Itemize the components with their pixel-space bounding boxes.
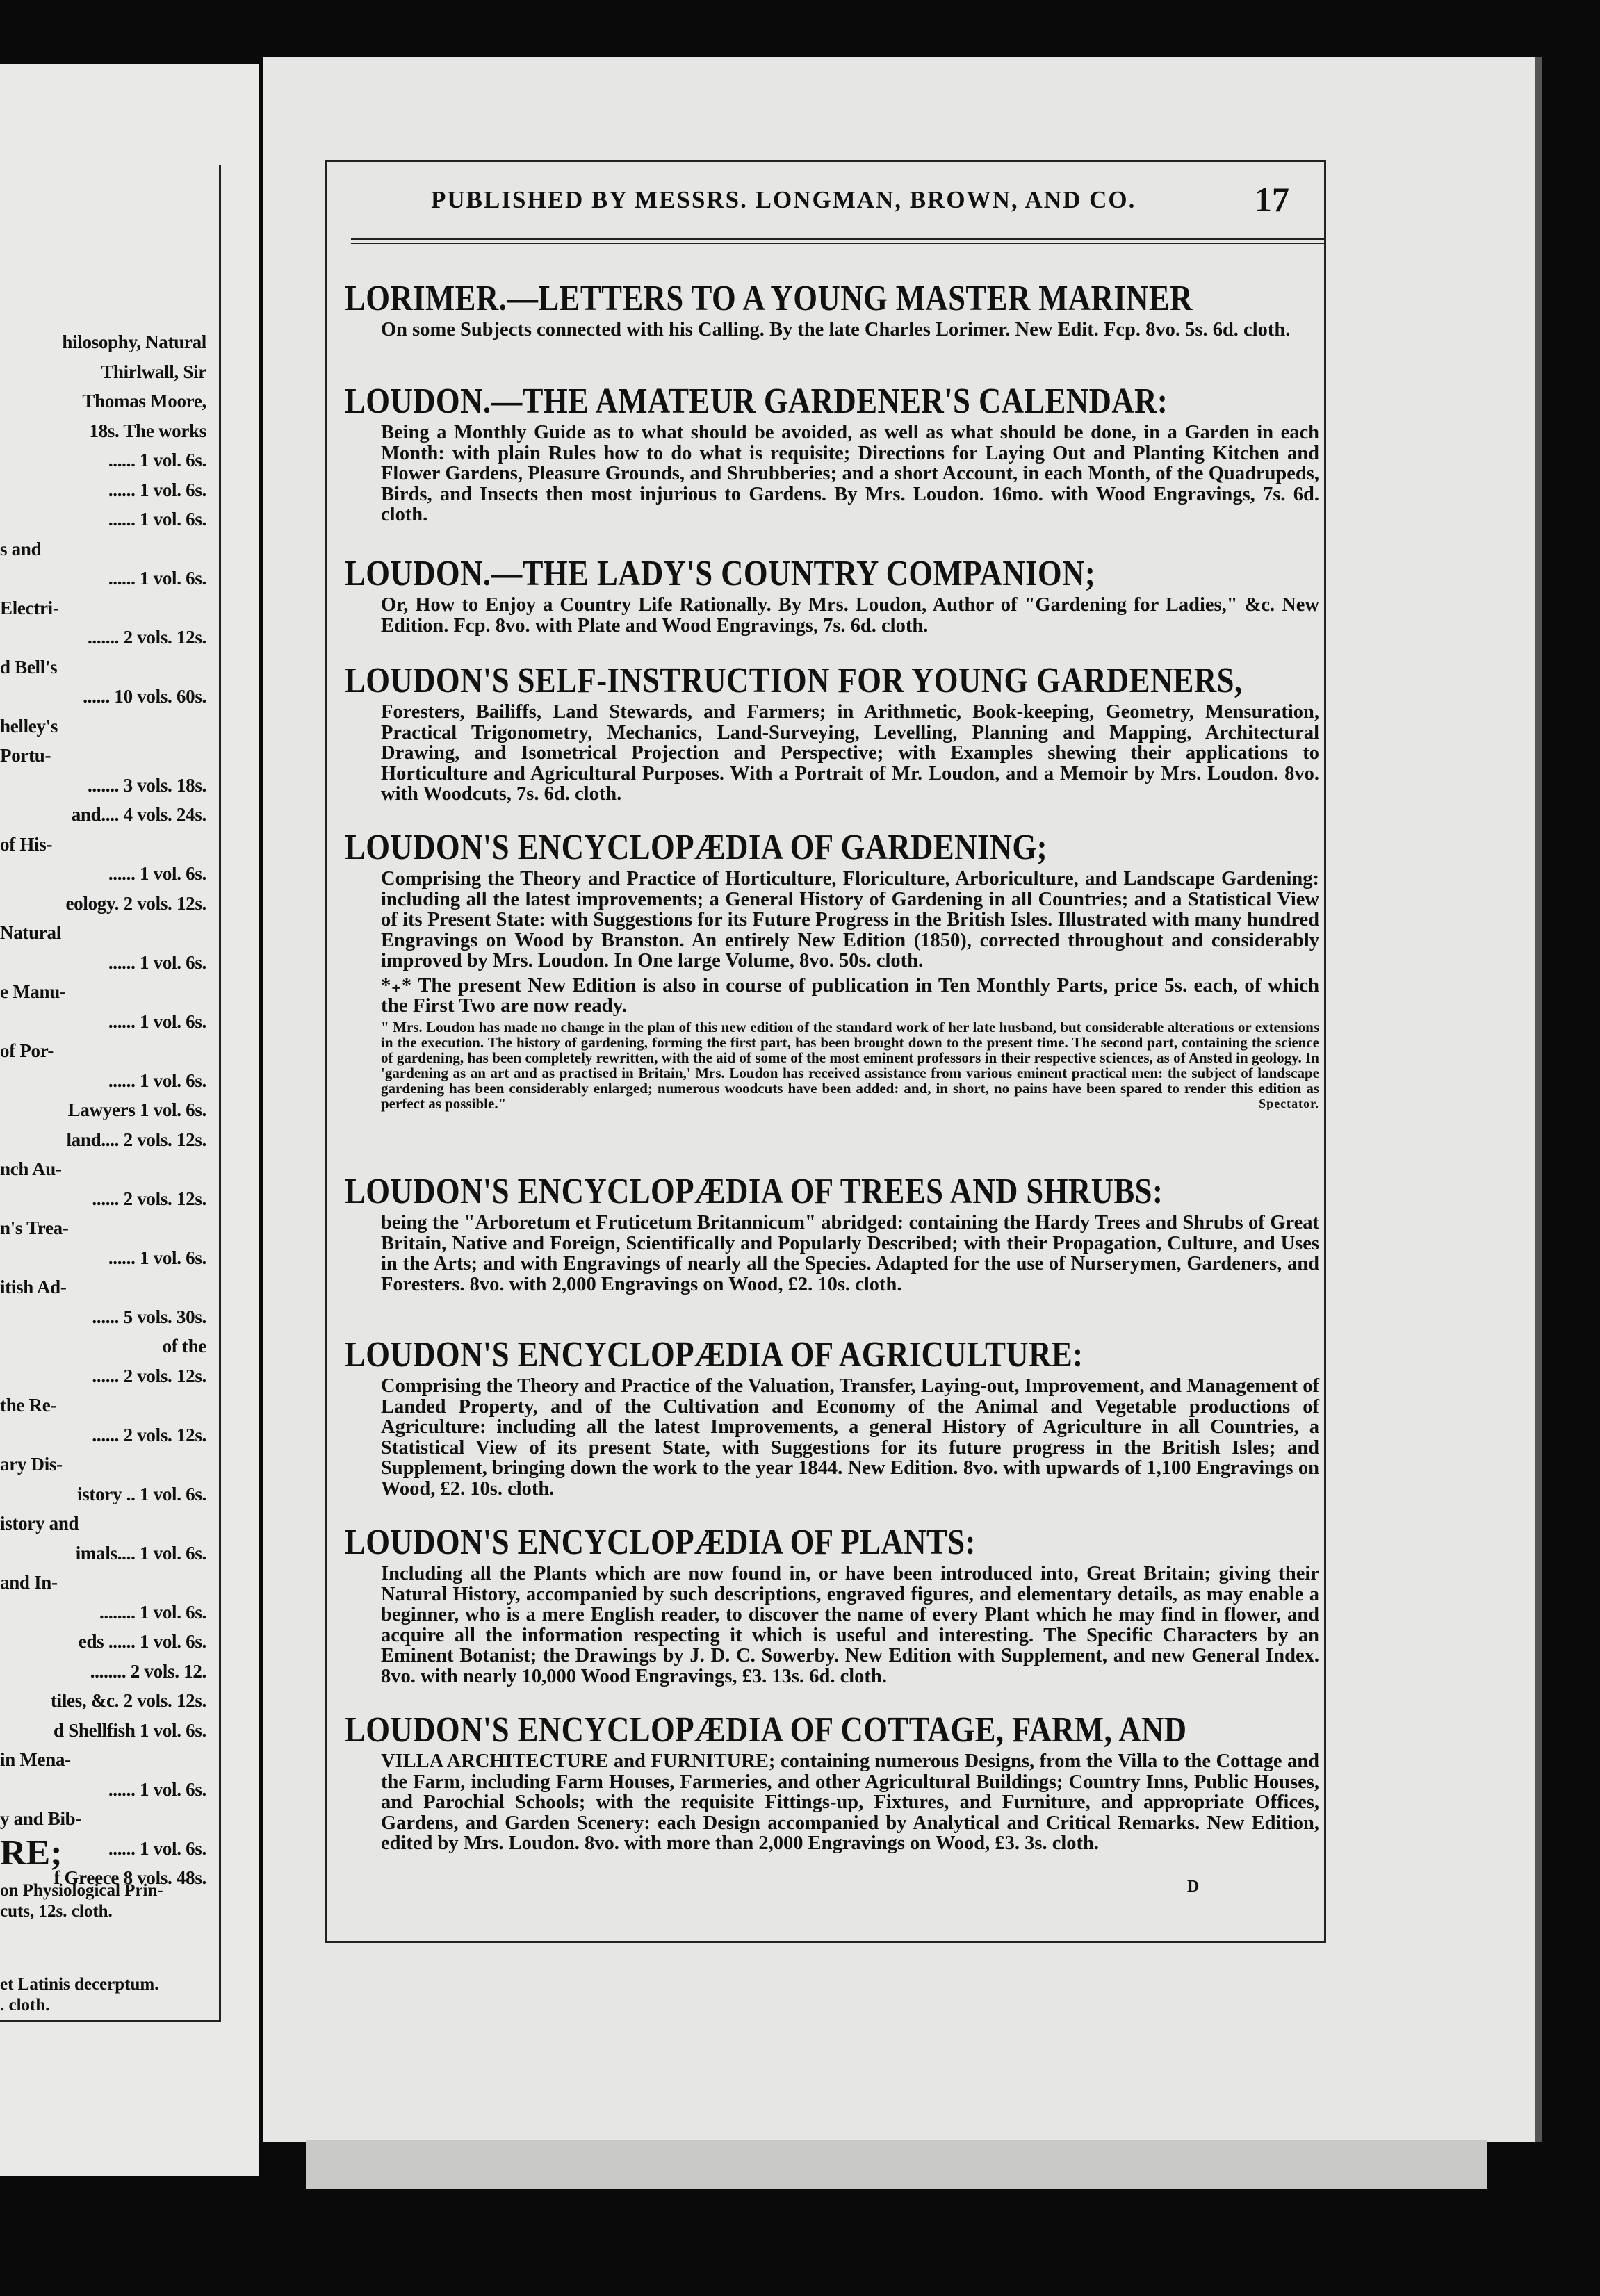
left-page-line: ...... 1 vol. 6s. <box>108 568 206 589</box>
entry-description: Or, How to Enjoy a Country Life Rationally. By Mrs. Loudon, Author of "Gardening for Ladies," &c. New Edition. Fcp. 8vo. with Plate and Wood Engravings, 7s. 6d. cloth. <box>381 594 1319 637</box>
left-page-line: eology. 2 vols. 12s. <box>65 892 206 914</box>
left-page-line: on Physiological Prin- <box>0 1881 163 1900</box>
left-page-frame <box>0 165 221 2022</box>
left-page-line: et Latinis decerptum. <box>0 1975 159 1994</box>
catalogue-entry <box>345 1171 1318 1295</box>
left-page-line: itish Ad- <box>0 1277 67 1297</box>
left-page-line: istory and <box>0 1513 79 1534</box>
left-page-line: ...... 10 vols. 60s. <box>83 686 206 707</box>
left-page-line: Lawyers 1 vol. 6s. <box>67 1099 206 1120</box>
left-page-line: 18s. The works <box>89 420 206 441</box>
entry-title: LOUDON'S ENCYCLOPÆDIA OF PLANTS: <box>345 1523 976 1562</box>
entry-title: LOUDON.—THE LADY'S COUNTRY COMPANION; <box>345 554 1096 593</box>
left-page-line: ....... 3 vols. 18s. <box>87 774 206 796</box>
left-page-line: n's Trea- <box>0 1217 69 1238</box>
entry-description: Including all the Plants which are now found in, or have been introduced into, Great Britain; giving their Natural History, accompanied by such descriptions, engraved figures, and elementary details, as may enable a beginner, who is a mere English reader, to discover the name of every Plant which he may find in flower, and acquire all the information respecting it which is useful and interesting. The Specific Characters by an Eminent Botanist; the Drawings by J. D. C. Sowerby. New Edition with Supplement, and new General Index. 8vo. with nearly 10,000 Wood Engravings, £3. 13s. 6d. cloth. <box>381 1563 1319 1687</box>
left-page-line: ....... 2 vols. 12s. <box>87 627 206 648</box>
header-double-rule <box>351 238 1324 244</box>
entry-title: LOUDON'S ENCYCLOPÆDIA OF TREES AND SHRUBS: <box>345 1172 1164 1211</box>
catalogue-entry <box>345 827 1318 1111</box>
left-page-line: y and Bib- <box>0 1808 82 1829</box>
catalogue-entry <box>345 553 1318 636</box>
entry-description: Foresters, Bailiffs, Land Stewards, and Farmers; in Arithmetic, Book-keeping, Geometry, Mensuration, Practical Trigonometry, Mechanics, Land-Surveying, Levelling, Planning and Mapping, Architectural Drawing, and Isometrical Projection and Perspective; with Examples shewing their applications to Horticulture and Agricultural Purposes. With a Portrait of Mr. Loudon, and a Memoir by Mrs. Loudon. 8vo. with Woodcuts, 7s. 6d. cloth. <box>381 701 1319 805</box>
left-page-line: of the <box>162 1336 206 1356</box>
left-page-line: . cloth. <box>0 1996 50 2015</box>
catalogue-entry <box>345 660 1318 805</box>
left-page-line: tiles, &c. 2 vols. 12s. <box>50 1690 206 1711</box>
left-page-line: d Shellfish 1 vol. 6s. <box>54 1719 206 1741</box>
left-facing-page <box>0 64 259 2176</box>
entry-description: Comprising the Theory and Practice of the Valuation, Transfer, Laying-out, Improvement, and Management of Landed Property, and of the Cultivation and Economy of the Animal and Vegetable productions of Agriculture: including all the latest Improvements, a general History of Agriculture in all Countries, a Statistical View of its present State, with Suggestions for its future progress in the British Isles; and Supplement, bringing down the work to the year 1844. New Edition. 8vo. with upwards of 1,100 Engravings on Wood, £2. 10s. cloth. <box>381 1375 1319 1500</box>
left-page-line: s and <box>0 538 42 559</box>
left-page-line: ...... 1 vol. 6s. <box>108 1778 206 1800</box>
left-page-line: ...... 1 vol. 6s. <box>108 450 206 470</box>
left-page-line: Thomas Moore, <box>82 391 206 411</box>
left-page-line: ...... 2 vols. 12s. <box>92 1365 206 1386</box>
left-page-line: of Por- <box>0 1040 54 1061</box>
left-page-line: e Manu- <box>0 981 66 1002</box>
entry-title: LOUDON'S ENCYCLOPÆDIA OF AGRICULTURE: <box>345 1335 1084 1375</box>
entry-title: LOUDON'S ENCYCLOPÆDIA OF GARDENING; <box>345 828 1047 867</box>
left-page-line: the Re- <box>0 1395 57 1416</box>
left-page-line: f Greece 8 vols. 48s. <box>54 1867 206 1888</box>
left-page-line: ...... 1 vol. 6s. <box>108 1837 206 1859</box>
publication-notice: *₊* The present New Edition is also in course of publication in Ten Monthly Parts, price 5s. each, of which the First Two are now ready. <box>381 974 1319 1017</box>
left-page-rule <box>0 304 213 306</box>
left-page-line: d Bell's <box>0 656 58 678</box>
left-page-line: ...... 1 vol. 6s. <box>108 1247 206 1268</box>
left-page-line: ...... 2 vols. 12s. <box>92 1188 206 1209</box>
review-quote <box>381 1019 1319 1111</box>
entry-title: LOUDON'S ENCYCLOPÆDIA OF COTTAGE, FARM, AND <box>345 1710 1187 1750</box>
left-page-line: Portu- <box>0 745 51 766</box>
review-quote-text: " Mrs. Loudon has made no change in the plan of this new edition of the standard work of her late husband, but considerable alterations or extensions in the execution. The history of gardening, forming the first part, has been brought down to the present time. The second part, containing the science of gardening, has been completely rewritten, with the aid of some of the most eminent professors in their respective sciences, as of Ansted in geology. In 'gardening as an art and as practised in Britain,' Mrs. Loudon has received assistance from various eminent practical men: the subject of landscape gardening has been considerably enlarged; numerous woodcuts have been added: and, in short, no pains have been spared to render this edition as perfect as possible." <box>381 1018 1319 1112</box>
left-page-line: ...... 1 vol. 6s. <box>108 479 206 500</box>
catalogue-entry <box>345 1334 1318 1499</box>
left-page-line: nch Au- <box>0 1158 62 1179</box>
left-page-line: ...... 1 vol. 6s. <box>108 863 206 884</box>
left-page-line: ...... 1 vol. 6s. <box>108 509 206 530</box>
left-page-line: in Mena- <box>0 1749 71 1770</box>
publisher-line: PUBLISHED BY MESSRS. LONGMAN, BROWN, AND CO. <box>431 186 1136 213</box>
left-page-line: Thirlwall, Sir <box>101 361 206 382</box>
entry-title: LORIMER.—LETTERS TO A YOUNG MASTER MARINER <box>345 279 1193 318</box>
left-page-line: ...... 1 vol. 6s. <box>108 951 206 973</box>
entry-title: LOUDON.—THE AMATEUR GARDENER'S CALENDAR: <box>345 382 1168 421</box>
page-edge <box>306 2140 1487 2189</box>
left-page-line: Natural <box>0 922 61 943</box>
left-page-line: imals.... 1 vol. 6s. <box>75 1542 206 1564</box>
catalogue-entry <box>345 278 1318 341</box>
left-page-line: and In- <box>0 1572 58 1593</box>
left-page-line: ...... 2 vols. 12s. <box>92 1424 206 1445</box>
left-page-line: land.... 2 vols. 12s. <box>66 1129 206 1150</box>
entry-description: VILLA ARCHITECTURE and FURNITURE; containing numerous Designs, from the Villa to the Cottage and the Farm, including Farm Houses, Farmeries, and other Agricultural Buildings; Country Inns, Public Houses, and Parochial Schools; with the requisite Fittings-up, Fixtures, and Furniture, and appropriate Offices, Gardens, and Garden Scenery: each Design accompanied by Analytical and Critical Remarks. New Edition, edited by Mrs. Loudon. 8vo. with more than 2,000 Engravings on Wood, £3. 3s. cloth. <box>381 1750 1319 1854</box>
catalogue-entry <box>345 381 1318 525</box>
left-page-line: and.... 4 vols. 24s. <box>71 804 206 825</box>
left-page-line: istory .. 1 vol. 6s. <box>77 1483 206 1504</box>
left-page-line: helley's <box>0 715 58 737</box>
entry-description: being the "Arboretum et Fruticetum Britannicum" abridged: containing the Hardy Trees and Shrubs of Great Britain, Native and Foreign, Scientifically and Popularly Described; with their Propagation, Culture, and Uses in the Arts; and with Engravings of nearly all the Species. Adapted for the use of Nurserymen, Gardeners, and Foresters. 8vo. with 2,000 Engravings on Wood, £2. 10s. cloth. <box>381 1212 1319 1295</box>
left-page-line: ...... 1 vol. 6s. <box>108 1069 206 1091</box>
left-page-line: of His- <box>0 833 53 855</box>
page-number: 17 <box>1255 180 1289 219</box>
entry-title: LOUDON'S SELF-INSTRUCTION FOR YOUNG GARDENERS, <box>345 661 1243 700</box>
left-page-line: ........ 1 vol. 6s. <box>99 1601 206 1623</box>
left-page-line: cuts, 12s. cloth. <box>0 1902 113 1921</box>
catalogue-entry <box>345 1522 1318 1687</box>
entry-description: On some Subjects connected with his Calling. By the late Charles Lorimer. New Edit. Fcp. 8vo. 5s. 6d. cloth. <box>381 319 1291 341</box>
catalogue-entry <box>345 1709 1318 1854</box>
review-source: Spectator. <box>1259 1096 1319 1110</box>
running-header <box>320 182 1331 231</box>
entry-description: Being a Monthly Guide as to what should be avoided, as well as what should be done, in a Garden in each Month: with plain Rules how to do what is requisite; Directions for Laying Out and Planting Kitchen and Flower Gardens, Pleasure Grounds, and Shrubberies; and a short Account, in each Month, of the Quadrupeds, Birds, and Insects then most injurious to Gardens. By Mrs. Loudon. 16mo. with Wood Engravings, 7s. 6d. cloth. <box>381 422 1319 525</box>
left-page-line: ...... 5 vols. 30s. <box>92 1306 206 1327</box>
left-page-title: RE; <box>0 1833 63 1873</box>
signature-mark: D <box>1187 1878 1200 1896</box>
left-page-line: ary Dis- <box>0 1454 63 1475</box>
page-content <box>320 160 1331 1942</box>
left-page-line: Electri- <box>0 597 59 618</box>
left-page-line: ........ 2 vols. 12. <box>90 1660 206 1682</box>
left-page-line: hilosophy, Natural <box>62 331 206 352</box>
left-page-line: ...... 1 vol. 6s. <box>108 1010 206 1032</box>
entry-description: Comprising the Theory and Practice of Horticulture, Floriculture, Arboriculture, and Landscape Gardening: including all the latest improvements; a General History of Gardening in all Countries; and a Statistical View of its Present State: with Suggestions for its Future Progress in the British Isles. Illustrated with many hundred Engravings on Wood by Branston. An entirely New Edition (1850), corrected throughout and considerably improved by Mrs. Loudon. In One large Volume, 8vo. 50s. cloth. <box>381 868 1319 971</box>
left-page-line: eds ...... 1 vol. 6s. <box>78 1631 206 1652</box>
